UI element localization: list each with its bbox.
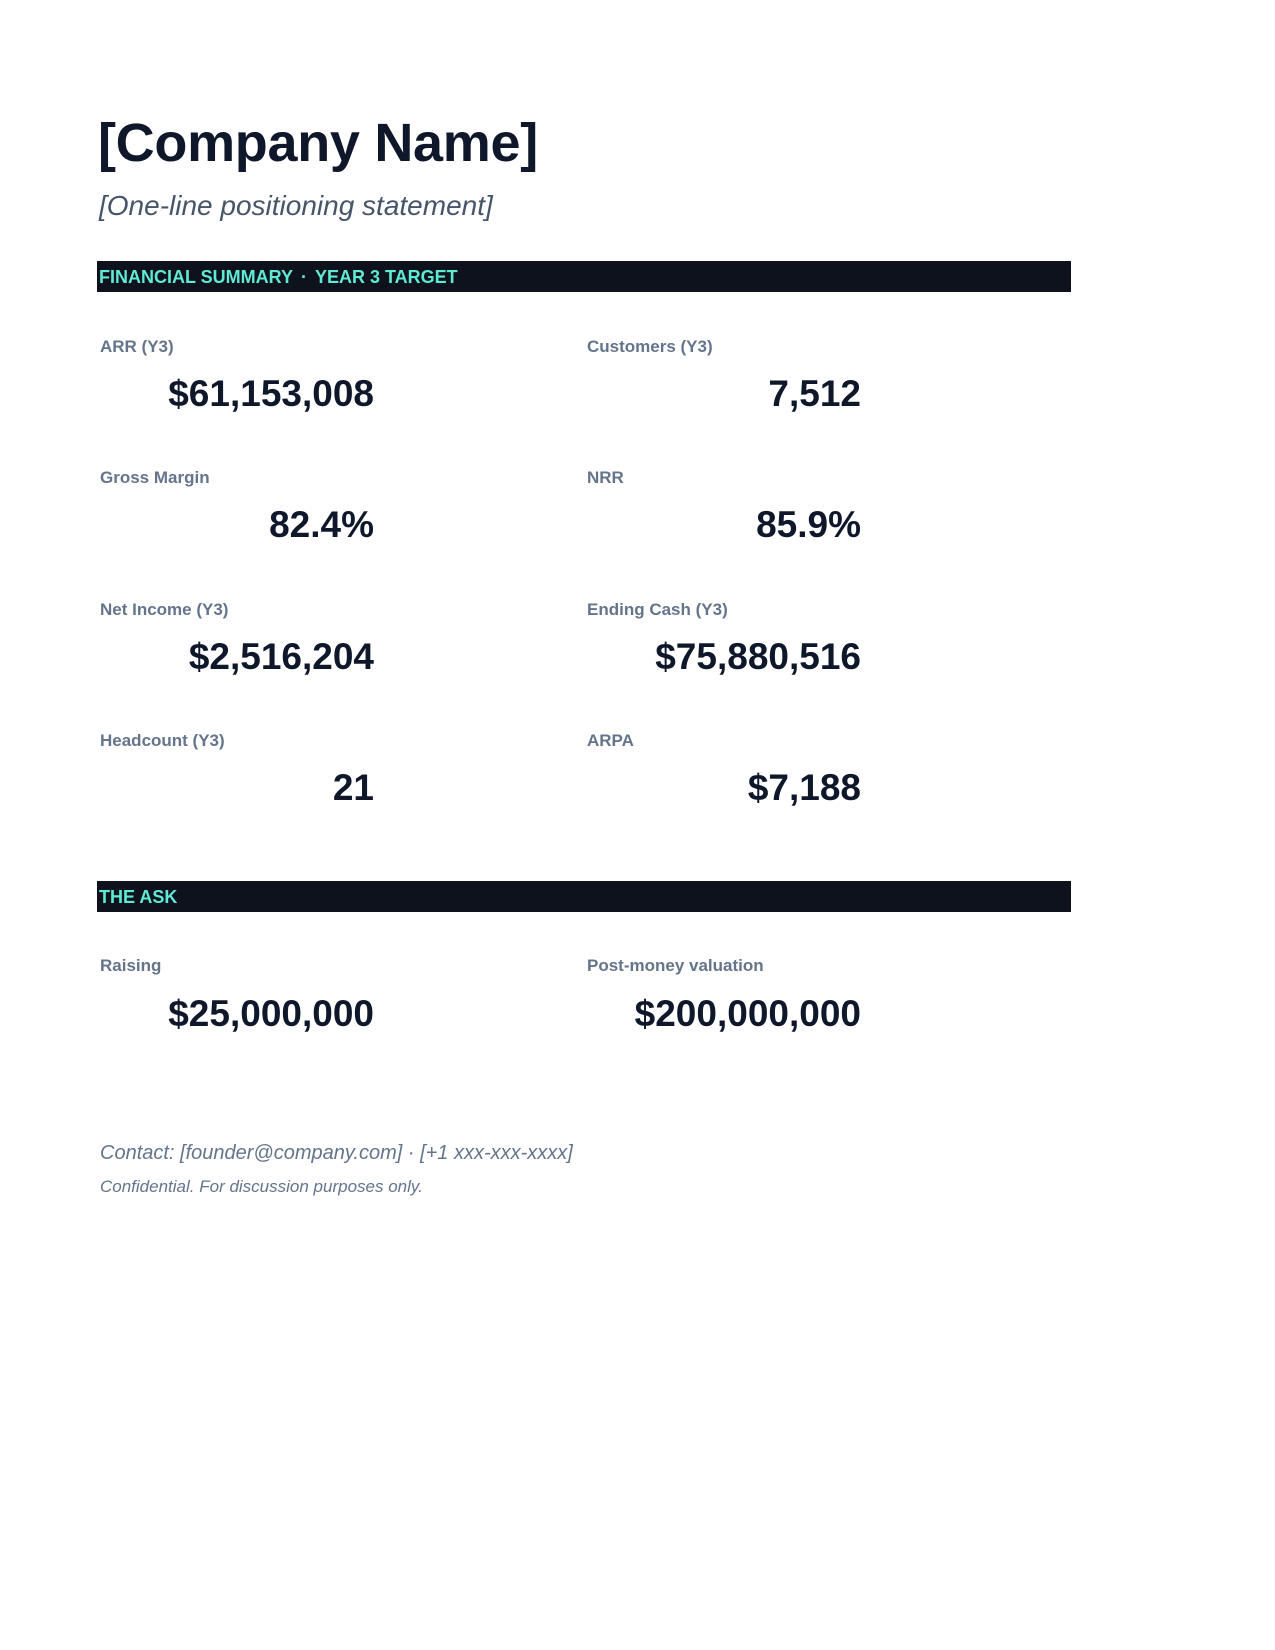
- positioning-statement: [One-line positioning statement]: [99, 190, 493, 221]
- metric-label-raising: Raising: [100, 956, 162, 975]
- the-ask-title: THE ASK: [99, 887, 178, 907]
- metric-value-raising: $25,000,000: [168, 993, 374, 1034]
- year-target-label: YEAR 3 TARGET: [315, 267, 458, 287]
- metric-label-headcount: Headcount (Y3): [100, 731, 225, 750]
- metric-value-post-money: $200,000,000: [634, 993, 861, 1034]
- metric-value-nrr: 85.9%: [756, 504, 861, 545]
- company-name: [Company Name]: [98, 113, 538, 173]
- financial-summary-title: [99, 267, 458, 288]
- metric-label-arr: ARR (Y3): [100, 337, 174, 356]
- metric-label-arpa: ARPA: [587, 731, 634, 750]
- the-ask-header: [97, 881, 1071, 912]
- financial-summary-header: [97, 261, 1071, 292]
- financial-summary-label: FINANCIAL SUMMARY: [99, 267, 293, 287]
- metric-value-gross-margin: 82.4%: [269, 504, 374, 545]
- metric-value-ending-cash: $75,880,516: [655, 636, 861, 677]
- confidentiality-note: Confidential. For discussion purposes only.: [100, 1177, 423, 1196]
- contact-line: Contact: [founder@company.com] · [+1 xxx-xxx-xxxx]: [100, 1142, 573, 1164]
- metric-value-customers: 7,512: [768, 373, 861, 414]
- metric-label-net-income: Net Income (Y3): [100, 600, 229, 619]
- metric-label-post-money: Post-money valuation: [587, 956, 764, 975]
- metric-label-ending-cash: Ending Cash (Y3): [587, 600, 728, 619]
- bar-separator: ·: [301, 267, 307, 287]
- metric-label-customers: Customers (Y3): [587, 337, 713, 356]
- metric-label-gross-margin: Gross Margin: [100, 468, 210, 487]
- metric-value-arr: $61,153,008: [168, 373, 374, 414]
- metric-value-net-income: $2,516,204: [188, 636, 374, 677]
- metric-label-nrr: NRR: [587, 468, 624, 487]
- metric-value-arpa: $7,188: [747, 767, 861, 808]
- metric-value-headcount: 21: [332, 767, 374, 808]
